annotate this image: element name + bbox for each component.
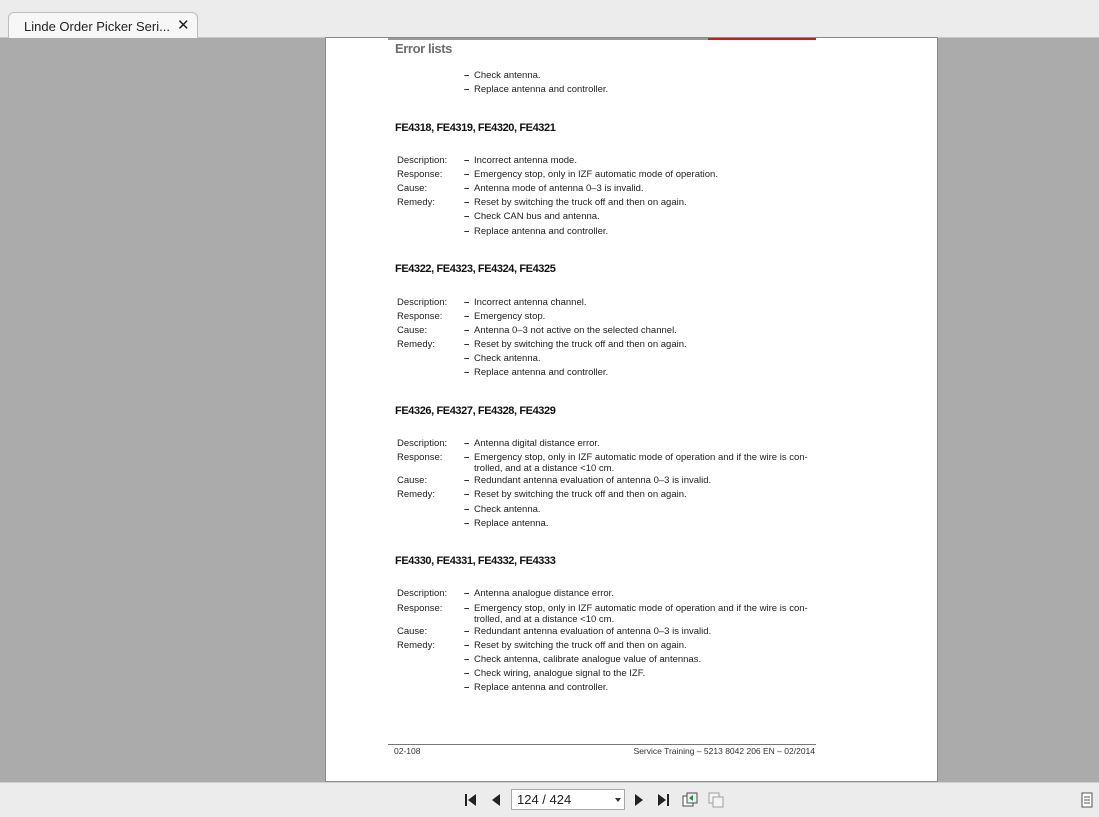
list-dash: –	[464, 183, 470, 194]
list-dash: –	[464, 518, 470, 529]
list-dash: –	[464, 353, 470, 364]
chevron-down-icon	[615, 798, 621, 802]
detail-text: Reset by switching the truck off and then on again.	[474, 197, 687, 208]
detail-text-continuation: trolled, and at a distance <10 cm.	[474, 463, 615, 474]
detail-text: Check antenna.	[474, 504, 541, 515]
detail-text: Antenna mode of antenna 0–3 is invalid.	[474, 183, 644, 194]
list-dash: –	[464, 682, 470, 693]
list-dash: –	[464, 588, 470, 599]
detail-label: Description:	[397, 588, 448, 599]
detail-text: Emergency stop, only in IZF automatic mode of operation and if the wire is con-	[474, 452, 808, 463]
list-dash: –	[464, 155, 470, 166]
detail-text: Check CAN bus and antenna.	[474, 211, 600, 222]
previous-view-icon[interactable]	[681, 791, 699, 809]
detail-text: Emergency stop, only in IZF automatic mode of operation and if the wire is con-	[474, 603, 808, 614]
list-dash: –	[464, 475, 470, 486]
list-dash: –	[464, 668, 470, 679]
detail-label: Cause:	[397, 325, 428, 336]
detail-text: Check wiring, analogue signal to the IZF.	[474, 668, 646, 679]
detail-text-continuation: trolled, and at a distance <10 cm.	[474, 614, 615, 625]
document-tab[interactable]	[8, 12, 198, 38]
list-dash: –	[464, 452, 470, 463]
detail-label: Remedy:	[397, 339, 436, 350]
list-dash: –	[464, 297, 470, 308]
detail-text: Emergency stop.	[474, 311, 546, 322]
footer-publication: Service Training – 5213 8042 206 EN – 02/2014	[633, 746, 815, 756]
detail-label: Response:	[397, 311, 443, 322]
detail-label: Remedy:	[397, 489, 436, 500]
detail-label: Cause:	[397, 475, 428, 486]
detail-label: Description:	[397, 155, 448, 166]
list-dash: –	[464, 654, 470, 665]
first-page-icon[interactable]	[462, 791, 480, 809]
error-code-heading: FE4326, FE4327, FE4328, FE4329	[395, 405, 556, 417]
list-dash: –	[464, 640, 470, 651]
last-page-icon[interactable]	[654, 791, 672, 809]
detail-text: Antenna digital distance error.	[474, 438, 600, 449]
error-code-heading: FE4322, FE4323, FE4324, FE4325	[395, 263, 556, 275]
detail-text: Replace antenna.	[474, 518, 549, 529]
detail-text: Reset by switching the truck off and then on again.	[474, 640, 687, 651]
detail-label: Response:	[397, 169, 443, 180]
page-content	[326, 38, 937, 781]
document-viewer[interactable]	[0, 37, 1099, 782]
detail-text: Replace antenna and controller.	[474, 682, 609, 693]
page-number: 02-108	[394, 746, 421, 756]
detail-text: Check antenna, calibrate analogue value of antennas.	[474, 654, 702, 665]
list-dash: –	[464, 211, 470, 222]
page-indicator: 124 / 424	[517, 792, 572, 807]
list-dash: –	[464, 311, 470, 322]
detail-label: Cause:	[397, 626, 428, 637]
list-dash: –	[464, 489, 470, 500]
list-dash: –	[464, 339, 470, 350]
list-dash: –	[464, 226, 470, 237]
detail-text: Replace antenna and controller.	[474, 226, 609, 237]
list-dash: –	[464, 197, 470, 208]
footer-rule	[388, 744, 816, 745]
detail-text: Reset by switching the truck off and then on again.	[474, 339, 687, 350]
document-page	[325, 37, 938, 782]
list-dash: –	[464, 438, 470, 449]
list-dash: –	[464, 325, 470, 336]
list-dash: –	[464, 70, 470, 81]
detail-label: Response:	[397, 452, 443, 463]
detail-text: Emergency stop, only in IZF automatic mode of operation.	[474, 169, 718, 180]
page-number-select[interactable]	[511, 789, 625, 810]
detail-label: Description:	[397, 438, 448, 449]
list-dash: –	[464, 169, 470, 180]
list-dash: –	[464, 603, 470, 614]
detail-label: Remedy:	[397, 640, 436, 651]
detail-label: Description:	[397, 297, 448, 308]
section-title: Error lists	[395, 41, 453, 56]
detail-label: Cause:	[397, 183, 428, 194]
error-code-heading: FE4330, FE4331, FE4332, FE4333	[395, 555, 556, 567]
list-dash: –	[464, 84, 470, 95]
detail-text: Redundant antenna evaluation of antenna 0–3 is invalid.	[474, 475, 712, 486]
list-dash: –	[464, 504, 470, 515]
document-tab-title: Linde Order Picker Seri...	[24, 19, 170, 34]
detail-text: Reset by switching the truck off and then on again.	[474, 489, 687, 500]
detail-text: Antenna 0–3 not active on the selected channel.	[474, 325, 677, 336]
previous-page-icon[interactable]	[487, 791, 505, 809]
detail-text: Replace antenna and controller.	[474, 367, 609, 378]
next-view-icon[interactable]	[707, 791, 725, 809]
next-page-icon[interactable]	[630, 791, 648, 809]
error-code-heading: FE4318, FE4319, FE4320, FE4321	[395, 122, 556, 134]
sidebar-toggle-icon[interactable]	[1078, 791, 1096, 809]
list-item-text: Check antenna.	[474, 70, 541, 81]
detail-text: Antenna analogue distance error.	[474, 588, 614, 599]
list-dash: –	[464, 626, 470, 637]
close-icon[interactable]: ✕	[177, 17, 190, 34]
detail-text: Incorrect antenna mode.	[474, 155, 577, 166]
detail-text: Redundant antenna evaluation of antenna 0–3 is invalid.	[474, 626, 712, 637]
navigation-toolbar	[0, 782, 1099, 817]
detail-text: Check antenna.	[474, 353, 541, 364]
tab-strip	[0, 0, 1099, 38]
detail-label: Remedy:	[397, 197, 436, 208]
detail-label: Response:	[397, 603, 443, 614]
list-item-text: Replace antenna and controller.	[474, 84, 609, 95]
list-dash: –	[464, 367, 470, 378]
detail-text: Incorrect antenna channel.	[474, 297, 587, 308]
